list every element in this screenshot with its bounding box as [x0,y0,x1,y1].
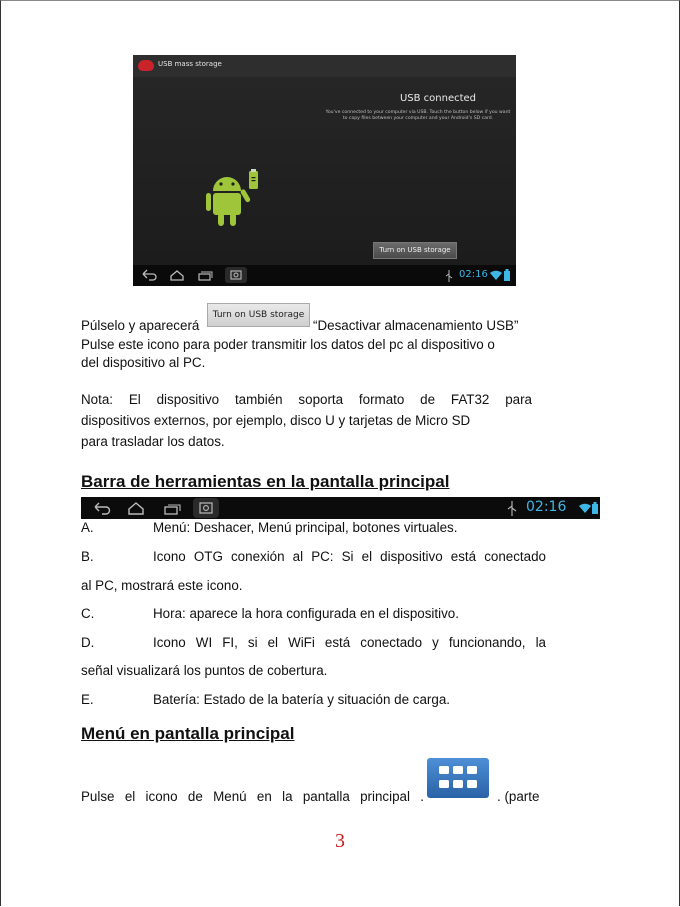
recent-apps-icon[interactable] [197,268,213,282]
usb-logo-icon [138,60,154,71]
item-b-continuation: al PC, mostrará este icono. [81,578,243,593]
back-icon [93,500,111,516]
paragraph1-line3: del dispositivo al PC. [81,355,206,370]
item-a-letter: A. [81,520,94,535]
item-d-text: Icono WI FI, si el WiFi está conectado y funcionando, la [153,635,546,650]
wifi-icon [490,270,502,280]
note-line2: dispositivos externos, por ejemplo, disco U y tarjetas de Micro SD [81,413,471,428]
item-d-letter: D. [81,635,95,650]
home-icon[interactable] [169,268,185,282]
battery-icon [592,502,598,514]
screenshot-status-title: USB mass storage [158,60,222,68]
usb-connected-description: You've connected to your computer via USB. Touch the button below if you want to copy files between your computer and your Android's SD card. [325,110,511,121]
toolbar-section-heading: Barra de herramientas en la pantalla principal [81,472,450,491]
item-e-text: Batería: Estado de la batería y situación de carga. [153,692,451,707]
screenshot-clock: 02:16 [459,269,488,280]
back-icon[interactable] [141,268,157,282]
paragraph1-line1-end: “Desactivar almacenamiento USB” [313,318,519,333]
item-b-text: Icono OTG conexión al PC: Si el dispositivo está conectado [153,549,546,564]
last-line-end: . (parte [497,789,540,804]
screenshot-icon [193,498,219,518]
item-e-letter: E. [81,692,94,707]
last-line-start: Pulse el icono de Menú en la pantalla principal . [81,789,424,804]
item-b-letter: B. [81,549,94,564]
paragraph1-line2: Pulse este icono para poder transmitir los datos del pc al dispositivo o [81,337,495,352]
battery-icon [504,269,510,281]
toolbar-clock: 02:16 [526,499,567,515]
note-line3: para trasladar los datos. [81,434,225,449]
item-d-continuation: señal visualizará los puntos de cobertura. [81,663,328,678]
note-line1: Nota: El dispositivo también soporta formato de FAT32 para [81,392,532,407]
recent-apps-icon [163,500,181,516]
menu-grid-icon [427,758,489,798]
screenshot-body [133,77,516,265]
menu-section-heading: Menú en pantalla principal [81,724,295,743]
wifi-icon [579,503,591,513]
home-icon [127,500,145,516]
item-c-letter: C. [81,606,95,621]
item-a-text: Menú: Deshacer, Menú principal, botones virtuales. [153,520,458,535]
usb-icon [507,501,517,516]
toolbar-image [81,497,600,519]
usb-screenshot [133,55,516,286]
screenshot-icon[interactable] [225,267,247,283]
paragraph1-line1-start: Púlselo y aparecerá [81,318,200,333]
screenshot-status-bar [133,55,516,78]
screenshot-navigation-bar [133,265,516,286]
turn-on-usb-storage-button[interactable]: Turn on USB storage [373,242,457,259]
usb-icon [445,270,453,282]
inline-usb-storage-button-image: Turn on USB storage [207,303,310,327]
android-robot-icon [205,169,265,249]
usb-connected-title: USB connected [399,93,477,104]
usb-plug-icon [249,169,258,189]
page-number: 3 [335,830,345,852]
item-c-text: Hora: aparece la hora configurada en el dispositivo. [153,606,459,621]
